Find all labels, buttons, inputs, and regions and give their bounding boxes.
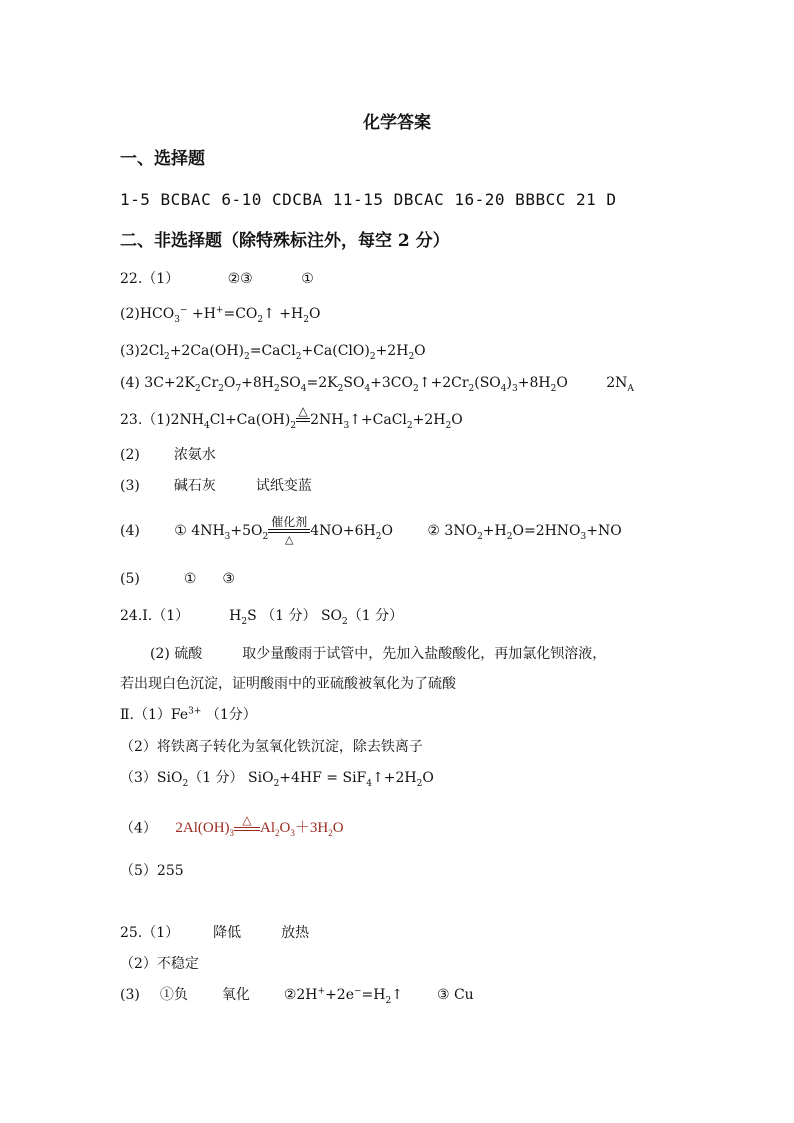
q25-label: 25.（1） bbox=[120, 925, 180, 941]
q24-ii-line3: （3）SiO$_2$（1 分） $SiO_2+4HF = SiF_4↑+2H_2O$ bbox=[120, 770, 434, 789]
q25-answer-1: 降低 bbox=[213, 925, 242, 941]
q22-p4-label: (4) bbox=[120, 375, 140, 391]
page-title: 化学答案 bbox=[363, 113, 431, 133]
q23-line5 bbox=[120, 570, 235, 588]
q23-line4: (4) ① $4NH_3+5O_2$ 催化剂 △ $4NO+6H_2O$ ② $3NO_2+H_2O=2HNO_3+NO$ bbox=[120, 515, 622, 546]
q24-p2-method: 取少量酸雨于试管中，先加入盐酸酸化，再加氯化钡溶液， bbox=[242, 646, 607, 662]
q24-label: 24.Ⅰ.（1） bbox=[120, 608, 190, 624]
q24-ii3-label: （3） bbox=[120, 770, 157, 786]
q24-point-a: （1 分） bbox=[261, 608, 317, 624]
q22-line2: $(2)HCO_3^-$ $+H^+=CO_2↑ +H_2O$ bbox=[120, 305, 321, 325]
q24-ii3-point: （1 分） bbox=[188, 770, 244, 786]
q25-p3-a: ①负 bbox=[159, 987, 188, 1003]
q25-p3-b: 氧化 bbox=[221, 987, 250, 1003]
q25-answer-2: 放热 bbox=[281, 925, 310, 941]
q22-label: 22.（1） bbox=[120, 271, 180, 287]
q24-line1: 24.Ⅰ.（1） $H_2S$ （1 分） $SO_2(1$ 分） bbox=[120, 608, 404, 627]
q23-heat: △ bbox=[285, 533, 294, 546]
q23-line1: $23.(1)2NH_4Cl+Ca(OH)_2$ △ $2NH_3↑+CaCl_2+2H_2O$ bbox=[120, 404, 463, 431]
section1-heading: 一、选择题 bbox=[120, 149, 205, 169]
q23-p2-answer: 浓氨水 bbox=[173, 447, 216, 463]
q23-p5-a: ① bbox=[183, 571, 197, 587]
q24-point-b: （1 分） bbox=[347, 608, 404, 624]
q24-ii-line2: （2）将铁离子转化为氢氧化铁沉淀，除去铁离子 bbox=[120, 739, 423, 755]
q22-line1 bbox=[120, 270, 314, 288]
q25-line3: (3) ①负 氧化 $②2H^++2e^-=H_2↑$ ③ Cu bbox=[120, 986, 474, 1006]
q24-line3: 若出现白色沉淀，证明酸雨中的亚硫酸被氧化为了硫酸 bbox=[120, 676, 456, 692]
q23-p2-label: (2) bbox=[120, 447, 140, 463]
q22-answer-2: ① bbox=[301, 271, 314, 287]
q24-ii-line5: （5）255 bbox=[120, 863, 184, 879]
q23-p5-b: ③ bbox=[222, 571, 235, 587]
q23-line2 bbox=[120, 446, 216, 464]
q23-p5-label: (5) bbox=[120, 571, 140, 587]
q23-catalyst: 催化剂 bbox=[271, 515, 308, 529]
q24-line2 bbox=[150, 645, 606, 663]
q24-ii-line4 bbox=[120, 814, 344, 844]
q23-p4-label: (4) bbox=[120, 523, 140, 539]
q25-line2: （2）不稳定 bbox=[120, 956, 199, 972]
q24-p2-answer: 硫酸 bbox=[174, 646, 203, 662]
mc-answers: 1-5 BCBAC 6-10 CDCBA 11-15 DBCAC 16-20 BBBCC 21 D bbox=[120, 190, 617, 209]
q24-ii4-label: （4） bbox=[120, 820, 157, 837]
q22-p3-label: (3) bbox=[120, 343, 140, 359]
section2-heading: 二、非选择题（除特殊标注外，每空 2 分） bbox=[120, 231, 450, 251]
q22-p4-extra: 2N bbox=[606, 375, 628, 391]
q24-ii4-equation: $2Al(OH)_3$ △ $Al_2O_3+3H_2O$ bbox=[175, 813, 344, 839]
q24-ii-label: Ⅱ.（1） bbox=[120, 707, 171, 723]
q23-p3-a: 碱石灰 bbox=[173, 478, 216, 494]
q23-p3-label: (3) bbox=[120, 478, 140, 494]
q23-label: 23.（1) bbox=[120, 412, 171, 428]
q22-line3: $(3)2Cl_2+2Ca(OH)_2=CaCl_2+Ca(ClO)_2+2H_2O$ bbox=[120, 343, 426, 362]
q22-p2-label: (2) bbox=[120, 306, 140, 322]
q23-line3 bbox=[120, 477, 312, 495]
q24-ii-line1: $Ⅱ.(1)Fe^{3+}$ （1分） bbox=[120, 706, 257, 723]
q25-line1 bbox=[120, 924, 309, 942]
q25-p3-d: ③ Cu bbox=[436, 987, 474, 1003]
q22-answer-1: ②③ bbox=[227, 271, 253, 287]
q22-line4: (4) $3C+2K_2Cr_2O_7+8H_2SO_4=2K_2SO_4+3CO_2↑+2Cr_2(SO_4)_3+8H_2O$ $2N_A$ bbox=[120, 375, 634, 394]
q23-p3-b: 试纸变蓝 bbox=[255, 478, 312, 494]
q24-p2-label: (2) bbox=[150, 646, 170, 662]
q24-ii1-point: （1分） bbox=[205, 707, 257, 723]
q25-p3-label: (3) bbox=[120, 987, 140, 1003]
